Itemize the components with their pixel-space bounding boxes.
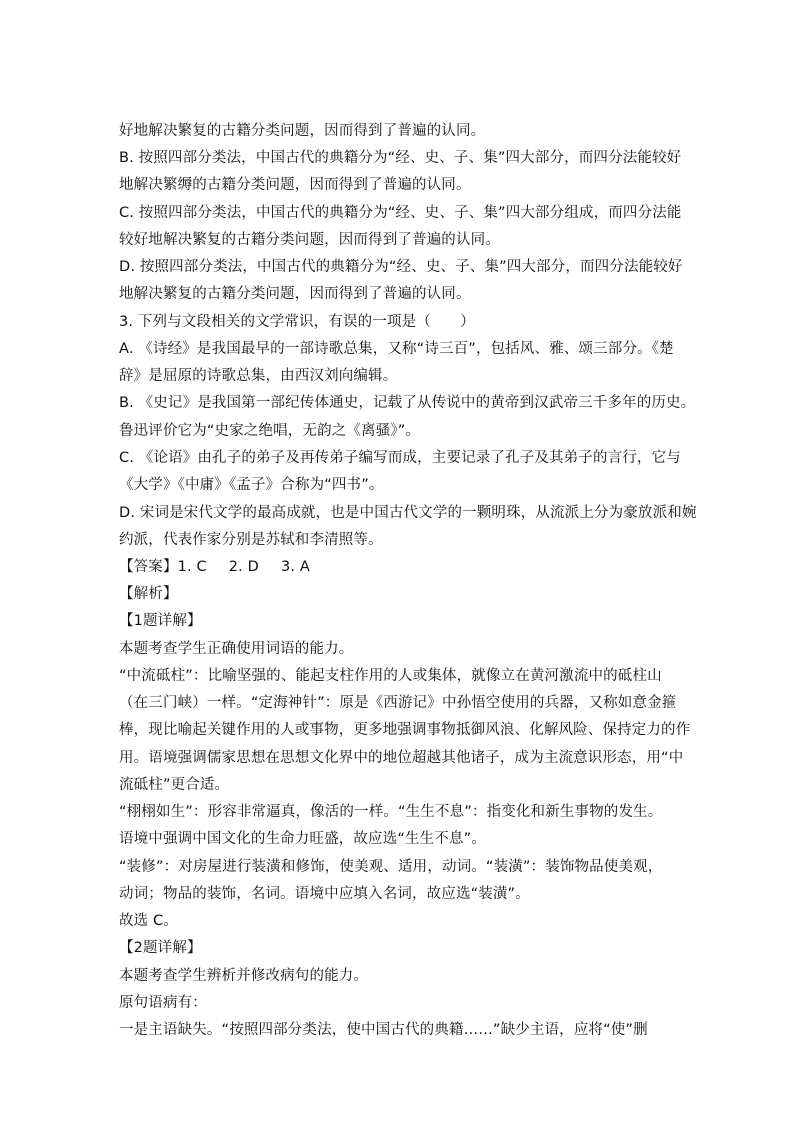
option-b-line: B. 《史记》是我国第一部纪传体通史，记载了从传说中的黄帝到汉武帝三千多年的历史。 bbox=[119, 395, 696, 411]
text-line: 一是主语缺失。“按照四部分类法，使中国古代的典籍……”缺少主语，应将“使”删 bbox=[119, 1022, 648, 1038]
text-line: 《大学》《中庸》《孟子》合称为“四书”。 bbox=[119, 477, 384, 493]
section-heading-q1: 【1题详解】 bbox=[119, 613, 202, 629]
option-c-line: C. 按照四部分类法，中国古代的典籍分为“经、史、子、集”四大部分组成，而四分法能 bbox=[119, 205, 682, 221]
text-line: 本题考查学生辨析并修改病句的能力。 bbox=[119, 968, 369, 984]
text-line: “中流砥柱”：比喻坚强的、能起支柱作用的人或集体，就像立在黄河激流中的砥柱山 bbox=[119, 668, 662, 684]
text-line: 地解决繁复的古籍分类问题，因而得到了普遍的认同。 bbox=[119, 286, 471, 302]
text-line: 辞》是屈原的诗歌总集，由西汉刘向编辑。 bbox=[119, 368, 398, 384]
text-line: 地解决繁缛的古籍分类问题，因而得到了普遍的认同。 bbox=[119, 177, 471, 193]
text-line: （在三门峡）一样。“定海神针”：原是《西游记》中孙悟空使用的兵器，又称如意金箍 bbox=[119, 695, 677, 711]
text-line: 棒，现比喻起关键作用的人或事物，更多地强调事物抵御风浪、化解风险、保持定力的作 bbox=[119, 722, 691, 738]
text-line: 鲁迅评价它为“史家之绝唱，无韵之《离骚》”。 bbox=[119, 423, 421, 439]
text-line: 用。语境强调儒家思想在思想文化界中的地位超越其他诸子，成为主流意识形态，用“中 bbox=[119, 750, 684, 766]
question-3: 3. 下列与文段相关的文学常识，有误的一项是（ ） bbox=[119, 314, 475, 330]
text-line: 动词；物品的装饰，名词。语境中应填入名词，故应选“装潢”。 bbox=[119, 886, 530, 902]
option-d-line: D. 按照四部分类法，中国古代的典籍分为“经、史、子、集”四大部分，而四分法能较好 bbox=[119, 259, 683, 275]
text-line: 本题考查学生正确使用词语的能力。 bbox=[119, 641, 354, 657]
option-c-line: C. 《论语》由孔子的弟子及再传弟子编写而成，主要记录了孔子及其弟子的言行，它与 bbox=[119, 450, 681, 466]
text-line: 语境中强调中国文化的生命力旺盛，故应选“生生不息”。 bbox=[119, 831, 486, 847]
option-a-line: A. 《诗经》是我国最早的一部诗歌总集，又称“诗三百”，包括风、雅、颂三部分。《楚 bbox=[119, 341, 674, 357]
text-line: 好地解决繁复的古籍分类问题，因而得到了普遍的认同。 bbox=[119, 123, 486, 139]
analysis-heading: 【解析】 bbox=[119, 586, 178, 602]
answer-tag: 【答案】 bbox=[119, 559, 178, 575]
text-line: “装修”：对房屋进行装潢和修饰，使美观、适用，动词。“装潢”：装饰物品使美观， bbox=[119, 859, 663, 875]
answer-item: 2. D bbox=[228, 559, 259, 575]
section-heading-q2: 【2题详解】 bbox=[119, 940, 202, 956]
option-d-line: D. 宋词是宋代文学的最高成就，也是中国古代文学的一颗明珠，从流派上分为豪放派和婉 bbox=[119, 505, 697, 521]
answer-line bbox=[119, 557, 310, 577]
text-line: 原句语病有： bbox=[119, 995, 207, 1011]
option-b-line: B. 按照四部分类法，中国古代的典籍分为“经、史、子、集”四大部分，而四分法能较好 bbox=[119, 150, 682, 166]
text-line: 约派，代表作家分别是苏轼和李清照等。 bbox=[119, 532, 383, 548]
answer-item: 1. C bbox=[177, 559, 207, 575]
answer-item: 3. A bbox=[281, 559, 310, 575]
text-line: “栩栩如生”：形容非常逼真，像活的一样。“生生不息”：指变化和新生事物的发生。 bbox=[119, 804, 663, 820]
text-line: 故选 C。 bbox=[119, 913, 178, 929]
text-line: 流砥柱”更合适。 bbox=[119, 777, 230, 793]
text-line: 较好地解决繁复的古籍分类问题，因而得到了普遍的认同。 bbox=[119, 232, 500, 248]
